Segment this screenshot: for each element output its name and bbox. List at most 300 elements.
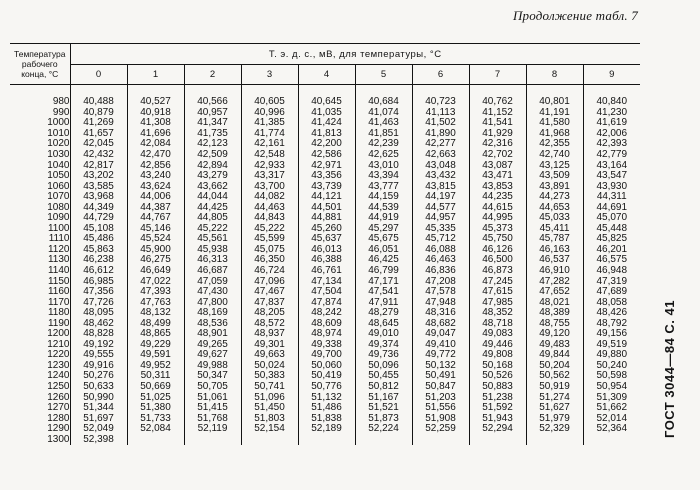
emf-value-cell: 48,901	[184, 329, 241, 340]
emf-value-cell: 43,853	[469, 181, 526, 192]
emf-value-cell: 48,426	[596, 307, 628, 319]
emf-value-cell: 50,598	[596, 371, 628, 382]
temperature-cell: 1220	[10, 350, 70, 361]
emf-value-cell: 43,164	[596, 160, 628, 171]
emf-value-cell: 46,948	[596, 265, 628, 277]
emf-value-cell: 46,088	[412, 245, 469, 256]
emf-value-cell: 40,684	[355, 97, 412, 108]
emf-value-cell: 42,045	[70, 139, 127, 150]
emf-value-cell: 42,894	[184, 160, 241, 171]
temperature-cell: 1040	[10, 160, 70, 171]
emf-value-cell: 41,308	[127, 118, 184, 129]
temperature-cell: 1090	[10, 213, 70, 224]
table-row	[10, 266, 640, 277]
emf-value-cell: 44,501	[298, 202, 355, 213]
emf-value-cell: 41,657	[70, 129, 127, 140]
emf-value-cell: 42,817	[70, 160, 127, 171]
emf-value-cell: 42,355	[526, 139, 583, 150]
emf-value-cell: 49,229	[127, 340, 184, 351]
spacer-cell	[526, 85, 583, 98]
emf-value-cell: 49,591	[127, 350, 184, 361]
emf-value-cell: 45,825	[596, 234, 628, 245]
temperature-cell: 980	[10, 97, 70, 108]
emf-value-cell: 43,509	[526, 171, 583, 182]
emf-value-cell: 50,954	[596, 381, 628, 393]
emf-value-cell: 48,828	[70, 329, 127, 340]
emf-value-cell: 51,309	[596, 392, 628, 403]
emf-value-cell: 50,455	[355, 371, 412, 382]
emf-value-cell: 45,260	[298, 224, 355, 235]
emf-value-cell: 48,536	[184, 318, 241, 329]
emf-value-cell	[412, 435, 469, 446]
emf-value-cell: 46,425	[355, 255, 412, 266]
emf-value-cell: 45,712	[412, 234, 469, 245]
emf-value-cell: 44,919	[355, 213, 412, 224]
temperature-cell: 1250	[10, 382, 70, 393]
emf-value-cell: 51,203	[412, 392, 469, 403]
emf-value-cell: 43,471	[469, 171, 526, 182]
emf-value-cell: 42,625	[355, 150, 412, 161]
spacer-cell	[184, 85, 241, 98]
emf-value-cell: 43,087	[469, 160, 526, 171]
emf-value-cell: 49,555	[70, 350, 127, 361]
emf-value-cell: 50,168	[469, 361, 526, 372]
spacer-cell	[70, 85, 127, 98]
side-page-label: ГОСТ 3044—84 С. 41	[662, 300, 677, 438]
emf-value-cell: 42,740	[526, 150, 583, 161]
emf-value-cell: 42,200	[298, 139, 355, 150]
emf-value-cell: 48,462	[70, 318, 127, 329]
emf-value-cell: 51,238	[469, 392, 526, 403]
emf-value-cell	[583, 435, 640, 446]
table-row	[10, 192, 640, 203]
table-row	[10, 97, 640, 108]
emf-value-cell: 45,411	[526, 224, 583, 235]
emf-value-cell: 50,919	[526, 382, 583, 393]
emf-value-cell: 45,070	[596, 213, 628, 224]
temperature-cell: 1110	[10, 234, 70, 245]
temperature-cell: 1160	[10, 287, 70, 298]
emf-value-cell: 40,645	[298, 97, 355, 108]
emf-value-cell: 42,123	[184, 139, 241, 150]
emf-value-cell: 41,813	[298, 129, 355, 140]
emf-value-cell: 42,393	[596, 139, 628, 150]
temperature-cell: 1150	[10, 276, 70, 287]
emf-value-cell: 47,541	[355, 287, 412, 298]
emf-value-cell: 44,197	[412, 192, 469, 203]
emf-value-cell: 44,349	[70, 202, 127, 213]
temperature-cell: 1050	[10, 171, 70, 182]
emf-value-cell: 45,675	[355, 234, 412, 245]
emf-value-cell	[298, 435, 355, 446]
table-row	[10, 350, 640, 361]
emf-value-cell: 49,627	[184, 350, 241, 361]
emf-value-cell: 46,051	[355, 245, 412, 256]
emf-value-cell: 52,294	[469, 424, 526, 435]
emf-value-cell: 47,171	[355, 276, 412, 287]
emf-value-cell: 50,060	[298, 361, 355, 372]
emf-value-cell: 43,739	[298, 181, 355, 192]
emf-value-cell: 42,586	[298, 150, 355, 161]
emf-value-cell: 47,393	[127, 287, 184, 298]
emf-value-cell: 46,761	[298, 266, 355, 277]
emf-value-cell: 51,025	[127, 392, 184, 403]
emf-value-cell: 48,316	[412, 308, 469, 319]
emf-value-cell: 46,575	[596, 255, 628, 266]
emf-value-cell: 44,006	[127, 192, 184, 203]
emf-value-cell	[241, 435, 298, 446]
column-header: 0	[70, 65, 127, 85]
emf-value-cell: 46,649	[127, 266, 184, 277]
emf-value-cell: 47,652	[526, 287, 583, 298]
emf-value-cell: 47,800	[184, 297, 241, 308]
emf-value-cell: 41,113	[412, 108, 469, 119]
column-header-row	[10, 65, 640, 85]
emf-value-cell: 49,772	[412, 350, 469, 361]
emf-value-cell: 41,619	[596, 118, 628, 129]
table-row	[10, 361, 640, 372]
emf-value-cell: 51,873	[355, 413, 412, 424]
emf-value-cell: 48,352	[469, 308, 526, 319]
column-header: 8	[526, 65, 583, 85]
emf-value-cell: 47,134	[298, 276, 355, 287]
emf-value-cell: 49,301	[241, 340, 298, 351]
emf-value-cell: 47,059	[184, 276, 241, 287]
emf-value-cell: 49,844	[526, 350, 583, 361]
emf-value-cell: 41,735	[184, 129, 241, 140]
emf-value-cell: 50,383	[241, 371, 298, 382]
emf-value-cell: 44,729	[70, 213, 127, 224]
emf-value-cell: 40,723	[412, 97, 469, 108]
table-row	[10, 276, 640, 287]
emf-value-cell: 51,662	[596, 402, 628, 414]
emf-value-cell: 41,929	[469, 129, 526, 140]
temperature-cell: 1200	[10, 329, 70, 340]
temperature-cell: 1300	[10, 435, 70, 446]
emf-value-cell: 51,803	[241, 413, 298, 424]
emf-value-cell: 47,726	[70, 297, 127, 308]
emf-value-cell: 49,265	[184, 340, 241, 351]
emf-value-cell: 51,592	[469, 403, 526, 414]
emf-value-cell: 49,736	[355, 350, 412, 361]
emf-value-cell: 50,276	[70, 371, 127, 382]
emf-value-cell: 49,880	[596, 350, 628, 361]
emf-value-cell: 44,615	[469, 202, 526, 213]
emf-value-cell: 48,792	[596, 318, 628, 329]
emf-value-cell: 44,653	[526, 202, 583, 213]
emf-value-cell: 45,146	[127, 224, 184, 235]
emf-value-cell: 49,010	[355, 329, 412, 340]
table-row	[10, 160, 640, 171]
emf-value-cell: 51,908	[412, 413, 469, 424]
emf-value-cell: 49,483	[526, 340, 583, 351]
emf-value-cell: 41,541	[469, 118, 526, 129]
emf-value-cell	[526, 435, 583, 446]
emf-value-cell: 46,724	[241, 266, 298, 277]
emf-value-cell	[355, 435, 412, 446]
emf-value-cell: 51,733	[127, 413, 184, 424]
emf-value-cell: 49,988	[184, 361, 241, 372]
emf-value-cell: 40,801	[526, 97, 583, 108]
emf-value-cell: 46,836	[412, 266, 469, 277]
emf-value-cell: 46,350	[241, 255, 298, 266]
emf-value-cell: 47,467	[241, 287, 298, 298]
emf-value-cell: 51,697	[70, 413, 127, 424]
emf-value-cell: 50,741	[241, 382, 298, 393]
spacer-cell	[127, 85, 184, 98]
emf-value-cell: 44,273	[526, 192, 583, 203]
emf-value-cell	[469, 435, 526, 446]
table-row	[10, 108, 640, 119]
emf-value-cell: 46,910	[526, 266, 583, 277]
emf-value-cell: 46,799	[355, 266, 412, 277]
emf-value-cell: 49,338	[298, 340, 355, 351]
emf-value-cell: 48,205	[241, 308, 298, 319]
table-row	[10, 255, 640, 266]
table-row	[10, 435, 640, 446]
emf-value-cell: 50,705	[184, 382, 241, 393]
column-header: 4	[298, 65, 355, 85]
emf-value-cell: 43,202	[70, 171, 127, 182]
emf-value-cell: 45,486	[70, 234, 127, 245]
table-body	[10, 85, 640, 446]
emf-value-cell: 43,279	[184, 171, 241, 182]
emf-value-cell	[184, 435, 241, 446]
table-row	[10, 329, 640, 340]
table-row	[10, 150, 640, 161]
emf-value-cell: 41,968	[526, 129, 583, 140]
emf-value-cell: 43,125	[526, 160, 583, 171]
emf-value-cell: 47,948	[412, 297, 469, 308]
emf-value-cell: 46,275	[127, 255, 184, 266]
emf-value-cell: 45,787	[526, 234, 583, 245]
emf-value-cell: 41,152	[469, 108, 526, 119]
emf-value-cell: 44,044	[184, 192, 241, 203]
emf-value-cell: 44,995	[469, 213, 526, 224]
emf-value-cell: 44,539	[355, 202, 412, 213]
emf-value-cell: 42,277	[412, 139, 469, 150]
column-header: 5	[355, 65, 412, 85]
emf-value-cell: 50,562	[526, 371, 583, 382]
emf-value-cell: 41,696	[127, 129, 184, 140]
column-header: 9	[583, 65, 640, 85]
emf-value-cell: 51,979	[526, 413, 583, 424]
table-row	[10, 287, 640, 298]
emf-value-cell: 50,204	[526, 361, 583, 372]
emf-value-cell: 52,049	[70, 424, 127, 435]
temperature-cell: 1270	[10, 403, 70, 414]
emf-value-cell: 52,154	[241, 424, 298, 435]
table-row	[10, 340, 640, 351]
emf-value-cell: 41,347	[184, 118, 241, 129]
emf-value-cell: 46,463	[412, 255, 469, 266]
emf-value-cell: 44,082	[241, 192, 298, 203]
emf-value-cell: 50,776	[298, 382, 355, 393]
emf-value-cell: 43,624	[127, 181, 184, 192]
temperature-cell: 1210	[10, 340, 70, 351]
emf-value-cell: 45,222	[241, 224, 298, 235]
emf-value-cell: 43,010	[355, 160, 412, 171]
table-row	[10, 403, 640, 414]
emf-value-cell: 41,074	[355, 108, 412, 119]
table-row	[10, 234, 640, 245]
temperature-cell: 1080	[10, 202, 70, 213]
emf-value-cell: 50,096	[355, 361, 412, 372]
emf-value-cell: 46,238	[70, 255, 127, 266]
spacer-cell	[10, 85, 70, 98]
emf-value-cell: 47,319	[596, 276, 628, 287]
emf-value-cell: 50,526	[469, 371, 526, 382]
table-row	[10, 224, 640, 235]
emf-value-cell: 44,881	[298, 213, 355, 224]
emf-value-cell: 44,235	[469, 192, 526, 203]
table-row	[10, 308, 640, 319]
emf-value-cell: 51,943	[469, 413, 526, 424]
emf-value-cell: 49,916	[70, 361, 127, 372]
emf-value-cell: 41,463	[355, 118, 412, 129]
emf-value-cell: 45,524	[127, 234, 184, 245]
temperature-cell: 1230	[10, 361, 70, 372]
table-row	[10, 424, 640, 435]
emf-value-cell: 49,410	[412, 340, 469, 351]
emf-value-cell: 46,313	[184, 255, 241, 266]
emf-value-cell: 51,344	[70, 403, 127, 414]
emf-value-cell: 40,957	[184, 108, 241, 119]
emf-value-cell: 47,689	[596, 286, 628, 298]
table-row	[10, 371, 640, 382]
temperature-cell: 990	[10, 108, 70, 119]
emf-value-cell: 51,415	[184, 403, 241, 414]
emf-value-cell: 45,297	[355, 224, 412, 235]
emf-value-cell: 52,189	[298, 424, 355, 435]
emf-value-cell: 43,662	[184, 181, 241, 192]
temperature-cell: 1070	[10, 192, 70, 203]
emf-value-cell: 45,373	[469, 224, 526, 235]
emf-value-cell: 47,911	[355, 297, 412, 308]
column-header: 7	[469, 65, 526, 85]
emf-value-cell: 42,006	[596, 128, 628, 139]
emf-value-cell: 43,432	[412, 171, 469, 182]
emf-value-cell: 41,774	[241, 129, 298, 140]
temperature-cell: 1130	[10, 255, 70, 266]
emf-value-cell: 51,556	[412, 403, 469, 414]
emf-value-cell: 47,356	[70, 287, 127, 298]
emf-value-cell: 42,239	[355, 139, 412, 150]
table-row	[10, 297, 640, 308]
emf-value-cell: 42,856	[127, 160, 184, 171]
emf-value-cell: 44,577	[412, 202, 469, 213]
emf-value-cell: 48,609	[298, 318, 355, 329]
emf-value-cell: 42,084	[127, 139, 184, 150]
emf-value-cell: 42,779	[596, 149, 628, 160]
emf-value-cell: 47,837	[241, 297, 298, 308]
emf-value-cell: 47,096	[241, 276, 298, 287]
emf-value-cell: 45,750	[469, 234, 526, 245]
emf-value-cell: 42,470	[127, 150, 184, 161]
emf-value-cell: 48,718	[469, 318, 526, 329]
emf-value-cell: 42,933	[241, 160, 298, 171]
temperature-cell: 1190	[10, 318, 70, 329]
emf-value-cell: 50,491	[412, 371, 469, 382]
emf-value-cell: 48,974	[298, 329, 355, 340]
table-row	[10, 171, 640, 182]
emf-value-cell: 52,329	[526, 424, 583, 435]
emf-value-cell: 43,777	[355, 181, 412, 192]
emf-value-cell: 43,930	[596, 181, 628, 192]
emf-value-cell: 42,971	[298, 160, 355, 171]
emf-value-cell: 45,108	[70, 224, 127, 235]
emf-value-cell: 43,547	[596, 170, 628, 182]
emf-value-cell: 51,768	[184, 413, 241, 424]
emf-value-cell: 48,645	[355, 318, 412, 329]
emf-value-cell: 48,021	[526, 297, 583, 308]
emf-value-cell: 48,937	[241, 329, 298, 340]
temperature-cell: 1280	[10, 413, 70, 424]
emf-value-cell: 47,504	[298, 287, 355, 298]
emf-value-cell: 48,132	[127, 308, 184, 319]
emf-value-cell: 51,274	[526, 392, 583, 403]
spacer-cell	[241, 85, 298, 98]
emf-value-cell: 48,389	[526, 308, 583, 319]
emf-value-cell: 42,702	[469, 150, 526, 161]
emf-value-cell: 51,167	[355, 392, 412, 403]
spacer-row	[10, 85, 640, 98]
emf-value-cell: 48,572	[241, 318, 298, 329]
emf-value-cell: 47,985	[469, 297, 526, 308]
emf-value-cell: 51,096	[241, 392, 298, 403]
temperature-cell: 1180	[10, 308, 70, 319]
emf-value-cell: 46,013	[298, 245, 355, 256]
emf-value-cell: 45,900	[127, 245, 184, 256]
emf-value-cell: 49,808	[469, 350, 526, 361]
emf-value-cell: 50,419	[298, 371, 355, 382]
emf-value-cell: 44,121	[298, 192, 355, 203]
emf-value-cell: 48,279	[355, 308, 412, 319]
emf-value-cell: 43,240	[127, 171, 184, 182]
emf-value-cell: 45,448	[596, 223, 628, 234]
emf-value-cell: 52,084	[127, 424, 184, 435]
emf-value-cell: 47,615	[469, 287, 526, 298]
emf-value-cell: 46,985	[70, 276, 127, 287]
emf-value-cell: 51,450	[241, 403, 298, 414]
column-header: 1	[127, 65, 184, 85]
spacer-cell	[583, 85, 640, 98]
emf-value-cell: 43,891	[526, 181, 583, 192]
emf-value-cell: 46,388	[298, 255, 355, 266]
temperature-cell: 1260	[10, 392, 70, 403]
emf-value-cell: 49,083	[469, 329, 526, 340]
emf-value-cell: 45,033	[526, 213, 583, 224]
emf-value-cell: 41,851	[355, 129, 412, 140]
emf-value-cell: 50,311	[127, 371, 184, 382]
emf-value-cell: 42,548	[241, 150, 298, 161]
emf-value-cell: 51,380	[127, 403, 184, 414]
emf-value-cell: 47,430	[184, 287, 241, 298]
table-row	[10, 181, 640, 192]
emf-value-cell: 41,580	[526, 118, 583, 129]
emf-value-cell: 52,014	[596, 413, 628, 424]
column-header: 2	[184, 65, 241, 85]
emf-value-cell: 44,767	[127, 213, 184, 224]
temperature-cell: 1140	[10, 266, 70, 277]
emf-value-cell: 45,863	[70, 245, 127, 256]
emf-value-cell: 46,873	[469, 266, 526, 277]
emf-value-cell: 47,245	[469, 276, 526, 287]
emf-value-cell: 44,843	[241, 213, 298, 224]
emf-value-cell: 51,521	[355, 403, 412, 414]
emf-value-cell: 42,432	[70, 150, 127, 161]
emf-value-cell: 48,095	[70, 308, 127, 319]
